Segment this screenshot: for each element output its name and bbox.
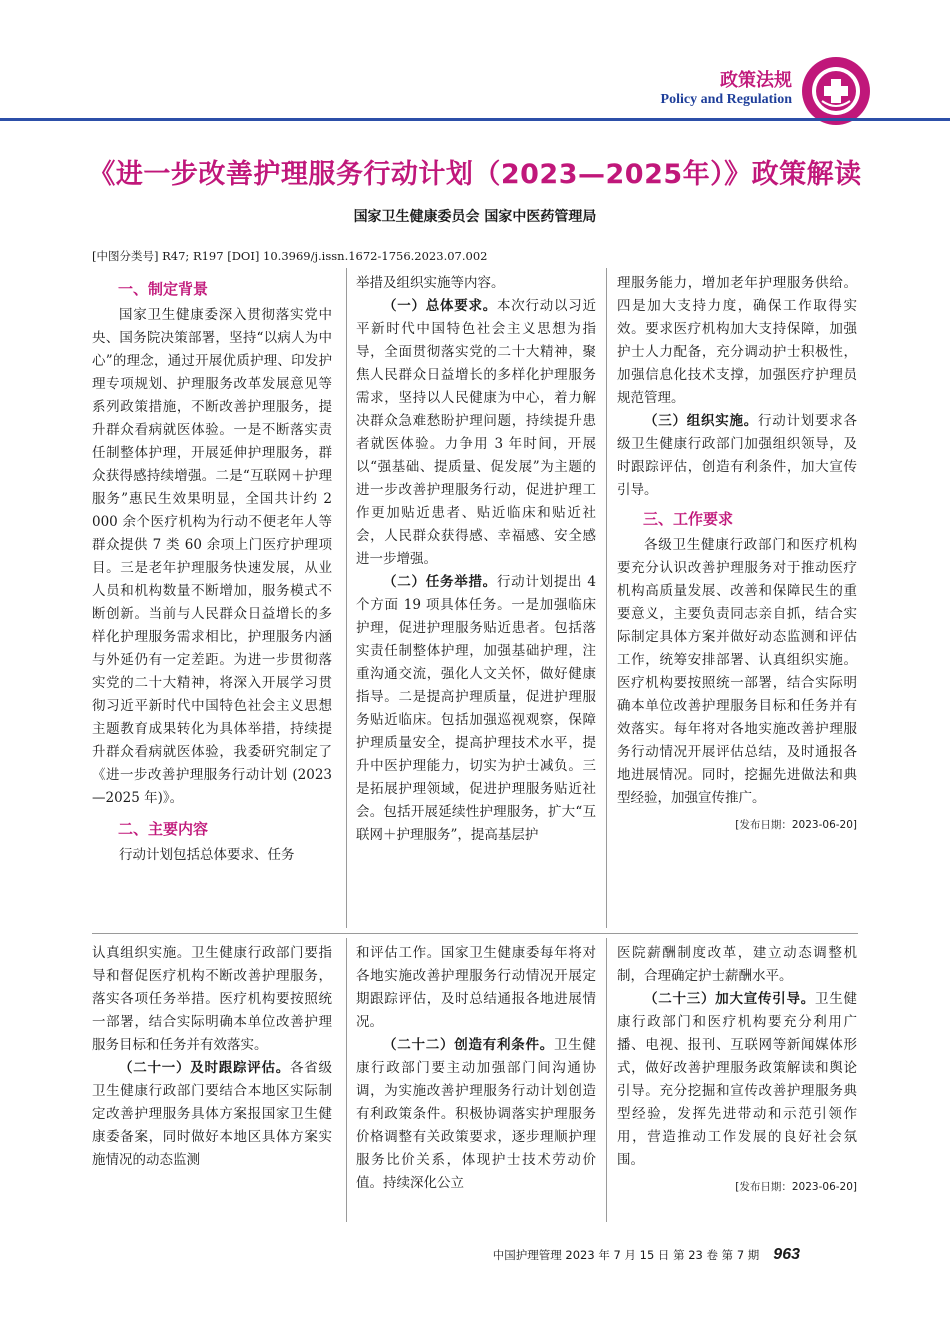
column-divider bbox=[606, 268, 607, 928]
paragraph-organization: （三）组织实施。行动计划要求各级卫生健康行政部门加强组织领导，及时跟踪评估，创造有利条件，加大宣传引导。 bbox=[617, 413, 857, 498]
heading-background: 一、制定背景 bbox=[118, 280, 209, 298]
column-divider bbox=[346, 268, 347, 928]
keyword-item-23: （二十三）加大宣传引导。 bbox=[644, 991, 815, 1007]
publish-date: [发布日期：2023-06-20] bbox=[735, 1181, 857, 1193]
keyword-organization: （三）组织实施。 bbox=[644, 413, 758, 429]
paragraph-background: 国家卫生健康委深入贯彻落实党中央、国务院决策部署，坚持“以病人为中心”的理念，通过开展优质护理、印发护理专项规划、护理服务改革发展意见等系列政策措施，不断改善护理服务，提升群众看病就医体验。一是不断落实责任制整体护理，开展延伸护理服务，群众获得感持续增强。二是“互联网＋护理服务”惠民生效果明显，全国共计约 2 000 余个医疗机构为行动不便老年人等群众提供 7 类 60 余项上门医疗护理项目。三是老年护理服务快速发展，从业人员和机构数量不断增加，服务模式不断创新。当前与人民群众日益增长的多样化护理服务需求相比，护理服务内涵与外延仍有一定差距。为进一步贯彻落实党的二十大精神，将深入开展学习贯彻习近平新时代中国特色社会主义思想主题教育成果转化为具体举措，持续提升群众看病就医体验，我委研究制定了《进一步改善护理服务行动计划 (2023—2025 年)》。 bbox=[92, 307, 332, 806]
paragraph-continued: 医院薪酬制度改革，建立动态调整机制，合理确定护士薪酬水平。 bbox=[617, 945, 857, 984]
lower-column-3 bbox=[617, 942, 857, 1196]
journal-info: 中国护理管理 2023 年 7 月 15 日 第 23 卷 第 7 期 bbox=[492, 1248, 760, 1262]
keyword-item-21: （二十一）及时跟踪评估。 bbox=[119, 1060, 290, 1076]
paragraph-work-requirements: 各级卫生健康行政部门和医疗机构要充分认识改善护理服务对于推动医疗机构高质量发展、改善和保障民生的重要意义，主要负责同志亲自抓，结合实际制定具体方案并做好动态监测和评估工作，统筹安排部署、认真组织实施。医疗机构要按照统一部署，结合实际明确本单位改善护理服务目标和任务并有效落实。每年将对各地实施改善护理服务行动情况开展评估总结，及时通报各地进展情况。同时，挖掘先进做法和典型经验，加强宣传推广。 bbox=[617, 537, 857, 806]
keyword-item-22: （二十二）创造有利条件。 bbox=[383, 1037, 554, 1053]
article-title: 《进一步改善护理服务行动计划（2023—2025年）》政策解读 bbox=[88, 159, 862, 190]
paragraph-item-22: （二十二）创造有利条件。卫生健康行政部门要主动加强部门间沟通协调，为实施改善护理服务行动计划创造有利政策条件。积极协调落实护理服务价格调整有关政策要求，逐步理顺护理服务比价关系，体现护士技术劳动价值。持续深化公立 bbox=[356, 1037, 596, 1191]
keyword-task-measures: （二）任务举措。 bbox=[383, 574, 497, 590]
publish-date: [发布日期：2023-06-20] bbox=[735, 819, 857, 831]
section-title-cn: 政策法规 bbox=[720, 70, 792, 91]
paragraph-item-21: （二十一）及时跟踪评估。各省级卫生健康行政部门要结合本地区实际制定改善护理服务具体方案报国家卫生健康委备案，同时做好本地区具体方案实施情况的动态监测 bbox=[92, 1060, 332, 1168]
upper-column-1 bbox=[92, 272, 332, 867]
article-authors: 国家卫生健康委员会 国家中医药管理局 bbox=[353, 209, 597, 225]
paragraph-item-23: （二十三）加大宣传引导。卫生健康行政部门和医疗机构要充分利用广播、电视、报刊、互联网等新闻媒体形式，做好改善护理服务政策解读和舆论引导。充分挖掘和宣传改善护理服务典型经验，发挥先进带动和示范引领作用，营造推动工作发展的良好社会氛围。 bbox=[617, 991, 857, 1168]
article-separator bbox=[92, 933, 858, 934]
article-meta: [中图分类号] R47; R197 [DOI] 10.3969/j.issn.1672-1756.2023.07.002 bbox=[92, 249, 488, 263]
upper-column-2 bbox=[356, 272, 596, 847]
paragraph-continued: 和评估工作。国家卫生健康委每年将对各地实施改善护理服务行动情况开展定期跟踪评估，及时总结通报各地进展情况。 bbox=[356, 945, 596, 1030]
paragraph-continued: 认真组织实施。卫生健康行政部门要指导和督促医疗机构不断改善护理服务，落实各项任务举措。医疗机构要按照统一部署，结合实际明确本单位改善护理服务目标和任务并有效落实。 bbox=[92, 945, 332, 1053]
page-footer bbox=[493, 1246, 800, 1264]
heading-work-requirements: 三、工作要求 bbox=[643, 510, 734, 528]
page-number: 963 bbox=[773, 1246, 800, 1263]
header-rule bbox=[0, 118, 950, 121]
paragraph-main-content: 行动计划包括总体要求、任务 bbox=[119, 847, 295, 863]
paragraph-continued: 理服务能力，增加老年护理服务供给。四是加大支持力度，确保工作取得实效。要求医疗机构加大支持保障，加强护士人力配备，充分调动护士积极性，加强信息化技术支撑，加强医疗护理员规范管理。 bbox=[617, 275, 857, 406]
column-divider bbox=[606, 938, 607, 1222]
heading-main-content: 二、主要内容 bbox=[118, 820, 209, 838]
section-title-en: Policy and Regulation bbox=[660, 92, 792, 107]
paragraph-general-requirements: （一）总体要求。本次行动以习近平新时代中国特色社会主义思想为指导，全面贯彻落实党的二十大精神，聚焦人民群众日益增长的多样化护理服务需求，坚持以人民健康为中心，着力解决群众急难愁盼护理问题，持续提升患者就医体验。力争用 3 年时间，开展以“强基础、提质量、促发展”为主题的进一步改善护理服务行动，促进护理工作更加贴近患者、贴近临床和贴近社会，人民群众获得感、幸福感、安全感进一步增强。 bbox=[356, 298, 596, 567]
society-logo bbox=[800, 55, 872, 127]
keyword-general-requirements: （一）总体要求。 bbox=[383, 298, 497, 314]
column-divider bbox=[346, 938, 347, 1222]
paragraph-task-measures: （二）任务举措。行动计划提出 4 个方面 19 项具体任务。一是加强临床护理，促进护理服务贴近患者。包括落实责任制整体护理，加强基础护理，注重沟通交流，强化人文关怀，做好健康指导。二是提高护理质量，促进护理服务贴近临床。包括加强巡视观察，保障护理质量安全，提高护理技术水平，提升中医护理能力，切实为护士减负。三是拓展护理领域，促进护理服务贴近社会。包括开展延续性护理服务，扩大“互联网＋护理服务”，提高基层护 bbox=[356, 574, 597, 843]
lower-column-2 bbox=[356, 942, 596, 1195]
upper-column-3 bbox=[617, 272, 857, 834]
paragraph-continued: 举措及组织实施等内容。 bbox=[356, 275, 505, 291]
lower-column-1 bbox=[92, 942, 332, 1172]
